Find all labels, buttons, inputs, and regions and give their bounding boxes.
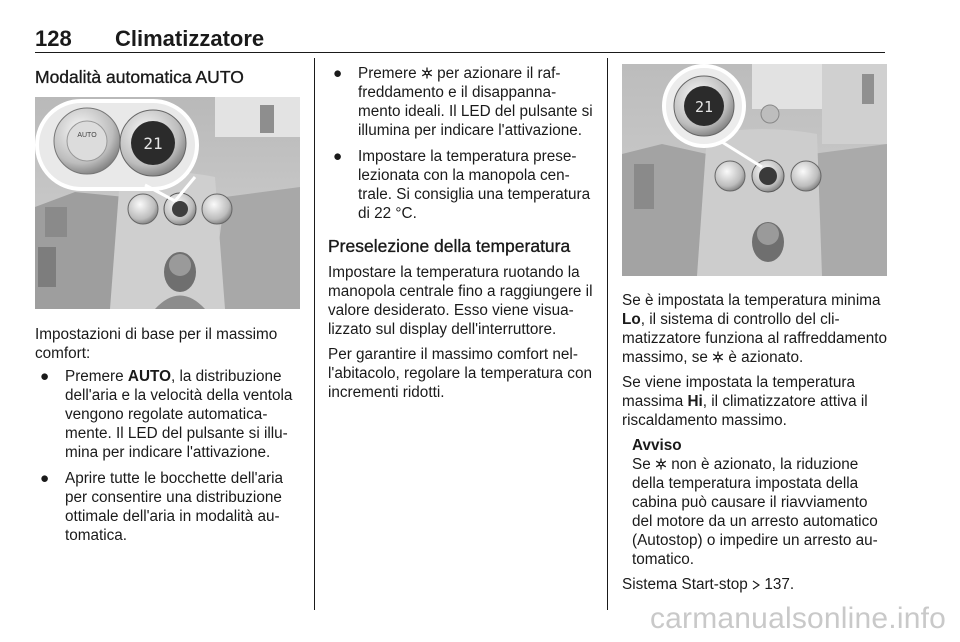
column-1 xyxy=(35,64,300,545)
bullet-text: Aprire tutte le bocchette dell'aria per consentire una distribuzione ottimale dell'aria in modalità automatica. xyxy=(65,470,284,544)
note-box xyxy=(622,436,887,569)
section-heading-temperature: Preselezione della temperatura xyxy=(328,236,571,256)
page-header xyxy=(35,26,885,52)
snowflake-icon xyxy=(712,351,724,363)
svg-text:AUTO: AUTO xyxy=(77,132,97,139)
bullet-list xyxy=(328,64,593,223)
bullet-text: per azionare il raffreddamento e il disappannamento ideali. Il LED del pulsante si illumina per indicare l'attivazione. xyxy=(358,65,593,139)
page-number: 128 xyxy=(35,26,72,51)
keyword-hi: Hi xyxy=(687,393,703,410)
list-item xyxy=(35,469,300,545)
text: Sistema Start-stop xyxy=(622,576,753,593)
text: Se viene impostata la temperatura massima xyxy=(622,374,855,410)
note-title: Avviso xyxy=(632,437,682,454)
bullet-dot: ● xyxy=(40,470,50,487)
figure-temperature-dial xyxy=(622,64,887,276)
cross-reference[interactable] xyxy=(622,575,887,594)
dial-display: 21 xyxy=(694,98,714,116)
bullet-text: Premere xyxy=(65,368,128,385)
text: , il climatizzatore attiva il riscaldamento massimo. xyxy=(622,393,868,429)
figure-auto-controls xyxy=(35,97,300,309)
text: è azionato. xyxy=(724,349,804,366)
paragraph: Impostare la temperatura ruotando la manopola centrale fino a raggiungere il valore desiderato. Esso viene visualizzato sul display dell'interruttore. xyxy=(328,264,593,338)
snowflake-icon xyxy=(655,458,667,470)
bullet-dot: ● xyxy=(333,148,343,165)
note-text xyxy=(632,455,887,569)
paragraph xyxy=(622,291,887,367)
chapter-title: Climatizzatore xyxy=(115,26,265,51)
snowflake-icon xyxy=(421,67,433,79)
dial-display: 21 xyxy=(143,134,163,153)
bullet-list xyxy=(35,367,300,545)
column-divider xyxy=(607,58,608,610)
bullet-dot: ● xyxy=(333,65,343,82)
text: non è azionato, la riduzione della temperatura impostata della cabina può causare il riavviamento del motore da un arresto automatico (Autostop) o impedire un arresto automatico. xyxy=(632,456,878,568)
list-item xyxy=(35,367,300,462)
reference-page: 137. xyxy=(760,576,795,593)
intro-text: Impostazioni di base per il massimo comfort: xyxy=(35,326,278,362)
watermark: carmanualsonline.info xyxy=(649,602,946,635)
text: Se è impostata la temperatura minima xyxy=(622,292,881,309)
column-divider xyxy=(314,58,315,610)
paragraph xyxy=(622,373,887,430)
bullet-text: Premere xyxy=(358,65,421,82)
list-item xyxy=(328,64,593,140)
paragraph: Per garantire il massimo comfort nell'abitacolo, regolare la temperatura con incrementi ridotti. xyxy=(328,346,592,401)
page-reference-arrow-icon xyxy=(752,580,760,590)
bullet-text: Impostare la temperatura preselezionata con la manopola centrale. Si consiglia una temperatura di 22 °C. xyxy=(358,148,591,222)
list-item xyxy=(328,147,593,223)
bullet-dot: ● xyxy=(40,368,50,385)
bullet-text: , la distribuzione dell'aria e la velocità della ventola vengono regolate automaticamente. Il LED del pulsante si illumina per indicare l'attivazione. xyxy=(65,368,293,461)
keyword-auto: AUTO xyxy=(127,368,171,385)
column-2 xyxy=(328,64,593,402)
column-3 xyxy=(622,64,887,594)
text: , il sistema di controllo del climatizzatore funziona al raffreddamento massimo, se xyxy=(622,311,888,366)
text: Se xyxy=(632,456,655,473)
header-rule xyxy=(35,52,885,53)
keyword-lo: Lo xyxy=(622,311,641,328)
section-heading-auto: Modalità automatica AUTO xyxy=(35,67,244,87)
